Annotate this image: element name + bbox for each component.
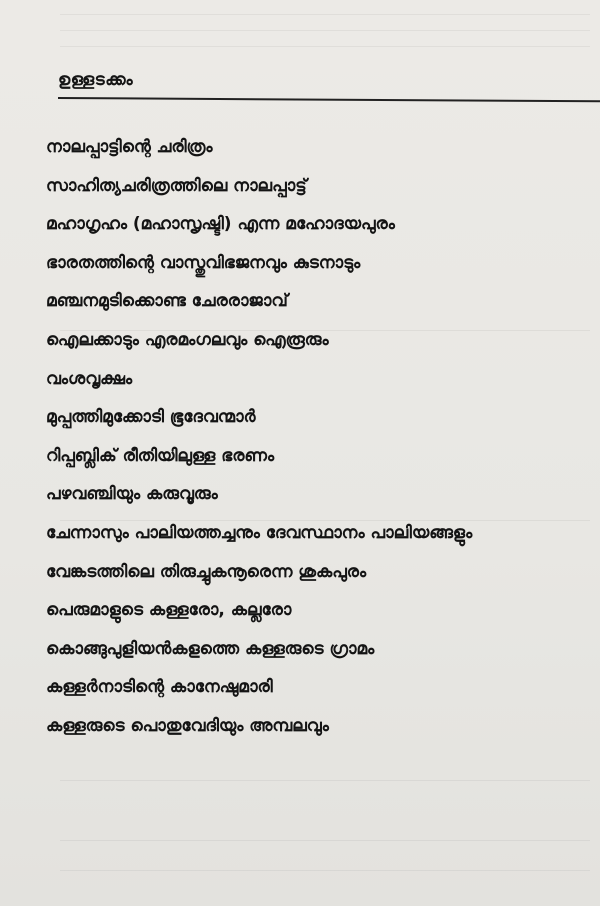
toc-entry: നാലപ്പാട്ടിന്റെ ചരിത്രം	[46, 137, 213, 157]
toc-entry: സാഹിത്യചരിത്രത്തിലെ നാലപ്പാട്ട്	[46, 175, 307, 196]
toc-entry: മഹാഗൃഹം (മഹാസൃഷ്ടി) എന്ന മഹോദയപുരം	[46, 214, 395, 235]
bleed-through-line	[60, 780, 590, 781]
contents-heading: ഉള്ളടക്കം	[58, 70, 134, 90]
toc-entry: കൊങ്ങുപുളിയൻകളത്തെ കള്ളരുടെ ഗ്രാമം	[46, 638, 375, 659]
toc-entry: ഭാരതത്തിന്റെ വാസ്തുവിഭജനവും കുടനാടും	[46, 252, 361, 273]
toc-entry: ചേന്നാസും പാലിയത്തച്ചനും ദേവസ്ഥാനം പാലിയങ്ങളും	[46, 522, 473, 543]
toc-entry: ഐലക്കാടും എരമംഗലവും ഐരൂരും	[46, 329, 329, 350]
heading-underline	[58, 97, 600, 102]
bleed-through-line	[60, 30, 590, 31]
bleed-through-line	[60, 14, 590, 15]
toc-entry: വേങ്കടത്തിലെ തിരുച്ചുകനൂരെന്ന ശുകപുരം	[46, 561, 367, 582]
toc-entry: പെരുമാളുടെ കള്ളരോ, കല്ലരോ	[46, 600, 292, 621]
toc-entry: കള്ളരുടെ പൊതുവേദിയും അമ്പലവും	[46, 715, 329, 736]
toc-entry: വംശവൃക്ഷം	[46, 368, 133, 389]
toc-entry: മഞ്ചനമുടിക്കൊണ്ട ചേരരാജാവ്	[46, 291, 288, 312]
toc-entry: കള്ളർനാടിന്റെ കാനേഷുമാരി	[46, 677, 273, 698]
toc-entry: റിപ്പബ്ലിക് രീതിയിലുള്ള ഭരണം	[46, 445, 275, 466]
bleed-through-line	[60, 870, 590, 871]
toc-entry: മുപ്പത്തിമുക്കോടി ഭൂദേവന്മാർ	[46, 407, 256, 428]
bleed-through-line	[60, 46, 590, 47]
table-of-contents	[46, 128, 472, 746]
toc-entry: പഴവഞ്ചിയും കരുവൂരും	[46, 484, 218, 505]
bleed-through-line	[60, 840, 590, 841]
